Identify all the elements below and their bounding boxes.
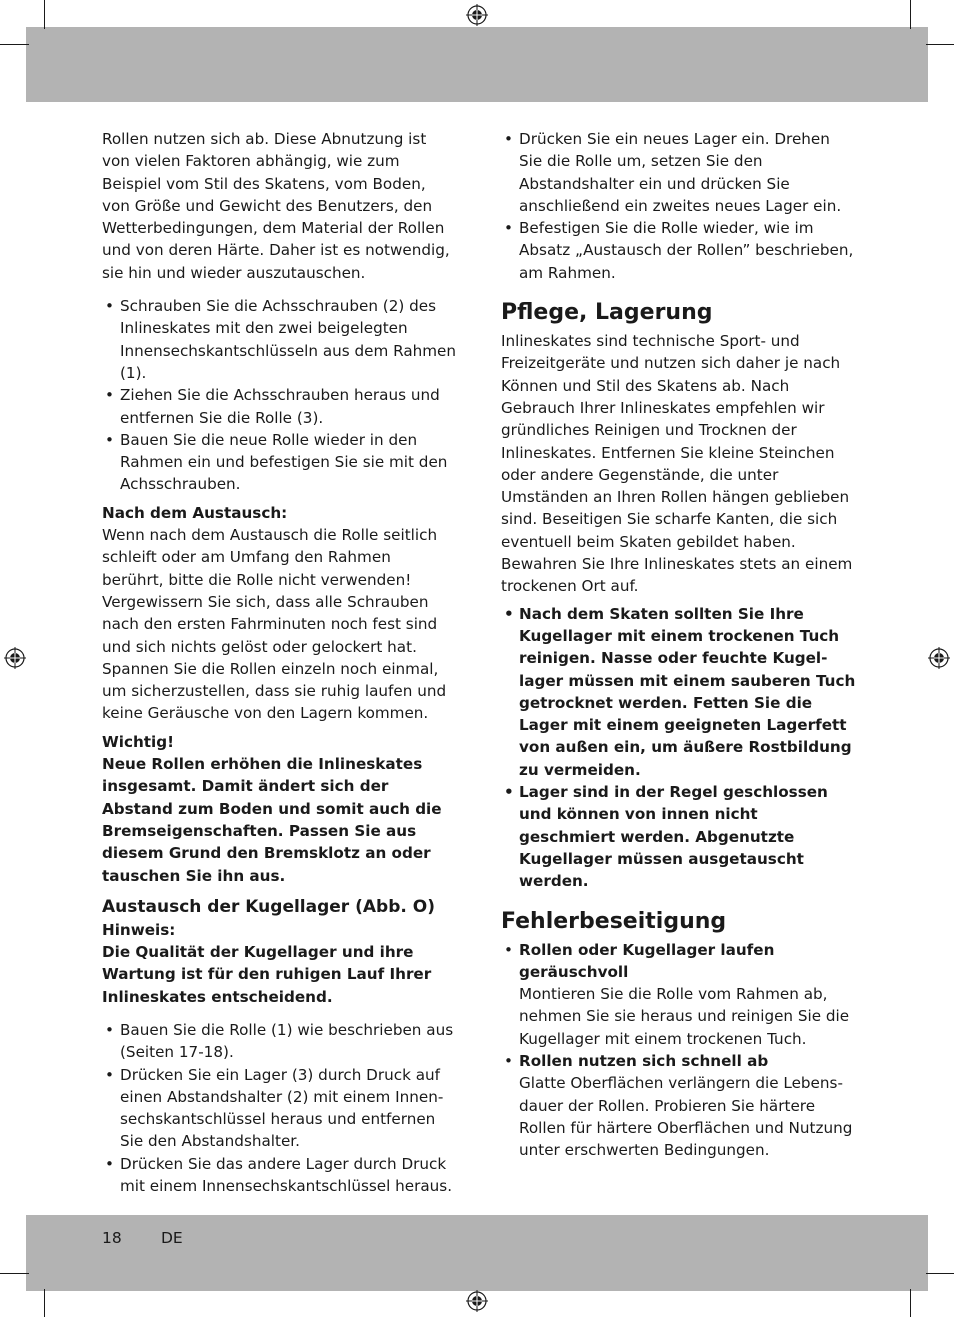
list-item: • Lager sind in der Regel geschlossen und können von innen nicht geschmiert werden. Abgenutzte Kugellager müssen ausgetauscht werden. <box>501 781 856 892</box>
care-bullets <box>501 603 856 893</box>
registration-mark-icon <box>928 647 950 669</box>
crop-mark <box>0 44 29 45</box>
list-item: • Befestigen Sie die Rolle wieder, wie im Absatz „Austausch der Rollen” beschrieben, am Rahmen. <box>501 217 856 284</box>
list-item: • Ziehen Sie die Achsschrauben heraus und entfernen Sie die Rolle (3). <box>102 384 457 429</box>
crop-mark <box>926 44 954 45</box>
bearing-steps-list <box>102 1019 457 1197</box>
list-item: • Drücken Sie ein Lager (3) durch Druck auf einen Abstandshalter (2) mit einem Innensechskantschlüssel heraus und entfernen Sie den Abstandshalter. <box>102 1064 457 1153</box>
crop-mark <box>926 1273 954 1274</box>
bearing-steps-continued <box>501 128 856 284</box>
list-item: • Schrauben Sie die Achsschrauben (2) des Inlineskates mit den zwei beigelegten Innensechskantschlüsseln aus dem Rahmen (1). <box>102 295 457 384</box>
trouble-text: Glatte Oberflächen verlängern die Lebensdauer der Rollen. Probieren Sie härtere Rollen für härtere Oberflächen und Nutzung unter erschwerten Bedingungen. <box>519 1074 853 1160</box>
intro-paragraph: Rollen nutzen sich ab. Diese Abnutzung ist von vielen Faktoren abhängig, wie zum Beispiel vom Stil des Skatens, vom Boden, von Größe und Gewicht des Benutzers, den Wetterbedingungen, dem Material der Rollen und von deren Härte. Daher ist es notwendig, sie hin und wieder auszutauschen. <box>102 130 450 282</box>
list-item <box>501 1050 856 1161</box>
list-item: • Drücken Sie ein neues Lager ein. Drehen Sie die Rolle um, setzen Sie den Abstandshalter ein und drücken Sie anschließend ein zweites neues Lager ein. <box>501 128 856 217</box>
note-label: Hinweis: <box>102 920 176 939</box>
crop-mark <box>910 0 911 29</box>
important-text: Neue Rollen erhöhen die Inlineskates insgesamt. Damit ändert sich der Abstand zum Boden und somit auch die Bremseigenschaften. Passen Sie aus diesem Grund den Bremsklotz an oder tauschen Sie ihn aus. <box>102 755 442 885</box>
crop-mark <box>910 1289 911 1317</box>
troubleshooting-heading: Fehlerbeseitigung <box>501 908 727 934</box>
header-band <box>26 27 928 102</box>
registration-mark-icon <box>466 4 488 26</box>
care-paragraph: Inlineskates sind technische Sport- und Freizeitgeräte und nutzen sich daher je nach Können und Stil des Skatens ab. Nach Gebrauch Ihrer Inlineskates empfehlen wir gründliches Reinigen und Trocknen der Inlineskates. Entfernen Sie kleine Steinchen oder andere Gegenstände, die unter Umständen an Ihren Rollen hängen geblieben sind. Beseitigen Sie scharfe Kanten, die sich eventuell beim Skaten gebildet haben. Bewahren Sie Ihre Inlineskates stets an einem trockenen Ort auf. <box>501 332 853 596</box>
care-heading: Pflege, Lagerung <box>501 300 713 326</box>
trouble-title: • Rollen nutzen sich schnell ab <box>519 1051 769 1070</box>
list-item: • Bauen Sie die Rolle (1) wie beschrieben aus (Seiten 17-18). <box>102 1019 457 1064</box>
list-item: • Drücken Sie das andere Lager durch Druck mit einem Innensechskantschlüssel heraus. <box>102 1153 457 1198</box>
wheel-steps-list <box>102 295 457 496</box>
trouble-text: Montieren Sie die Rolle vom Rahmen ab, nehmen Sie sie heraus und reinigen Sie die Kugellager mit einem trockenen Tuch. <box>519 985 850 1048</box>
list-item: • Bauen Sie die neue Rolle wieder in den Rahmen ein und befestigen Sie sie mit den Achsschrauben. <box>102 429 457 496</box>
right-column <box>501 128 856 1161</box>
trouble-title: • Rollen oder Kugellager laufen geräuschvoll <box>519 940 775 981</box>
note-text: Die Qualität der Kugellager und ihre Wartung ist für den ruhigen Lauf Ihrer Inlineskates entscheidend. <box>102 943 432 1006</box>
registration-mark-icon <box>4 647 26 669</box>
list-item: • Nach dem Skaten sollten Sie Ihre Kugellager mit einem trockenen Tuch reinigen. Nasse oder feuchte Kugellager müssen mit einem sauberen Tuch getrocknet werden. Fetten Sie die Lager mit einem geeigneten Lagerfett von außen ein, um äußere Rostbildung zu vermeiden. <box>501 603 856 781</box>
left-column <box>102 128 457 1197</box>
list-item <box>501 939 856 1050</box>
footer-band <box>26 1215 928 1291</box>
crop-mark <box>0 1273 29 1274</box>
crop-mark <box>44 0 45 29</box>
after-heading: Nach dem Austausch: <box>102 503 288 522</box>
page-number: 18 <box>102 1229 122 1247</box>
after-paragraph: Spannen Sie die Rollen einzeln noch einmal, um sicherzustellen, dass sie ruhig laufen und keine Geräusche von den Lagern kommen. <box>102 659 447 723</box>
after-paragraph: Wenn nach dem Austausch die Rolle seitlich schleift oder am Umfang den Rahmen berührt, bitte die Rolle nicht verwenden! Vergewissern Sie sich, dass alle Schrauben nach den ersten Fahrminuten noch fest sind und sich nichts gelöst oder gelockert hat. <box>102 526 438 656</box>
troubleshooting-list <box>501 939 856 1162</box>
important-heading: Wichtig! <box>102 732 175 751</box>
language-code: DE <box>161 1229 183 1247</box>
bearing-heading: Austausch der Kugellager (Abb. O) <box>102 896 435 917</box>
crop-mark <box>44 1289 45 1317</box>
registration-mark-icon <box>466 1290 488 1312</box>
